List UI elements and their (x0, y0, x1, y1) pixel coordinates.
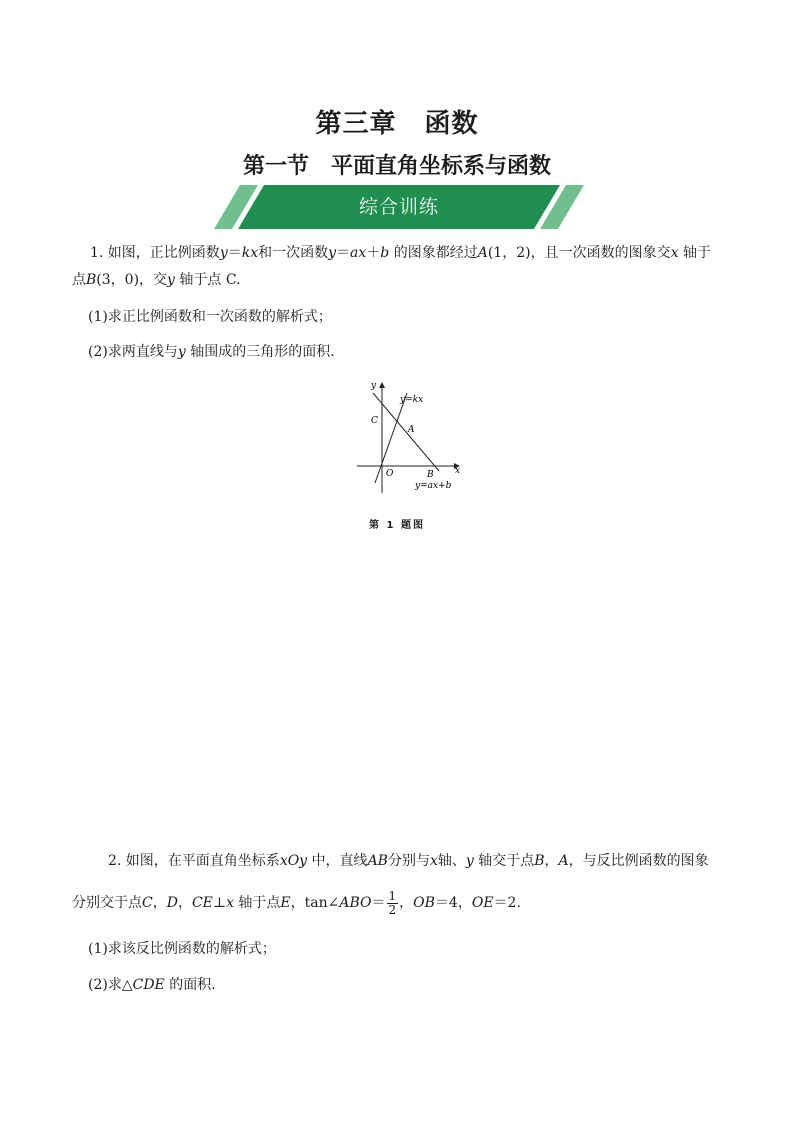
fraction-one-half: $\frac{1}{2}$ (388, 888, 397, 917)
axis-x-label: x (455, 466, 461, 476)
problem2-question2: (2)求△CDE 的面积． (88, 977, 226, 993)
problem2-line2: 分别交于点C，D，CE⊥x 轴于点E，tan∠ABO＝ $\frac{1}{2}$ ，OB＝4，OE＝2. (72, 888, 521, 917)
problem2-line1: 2. 如图，在平面直角坐标系xOy 中，直线AB分别与x轴、y 轴交于点B，A，与反比例函数的图象 (108, 853, 709, 869)
figure1-caption: 第 1 题图 (369, 520, 425, 531)
axis-y-label: y (371, 381, 377, 391)
section-number: 第一节 (242, 154, 309, 179)
point-c-label: C (371, 416, 378, 426)
problem1-figure (355, 377, 465, 495)
problem1-question2: (2)求两直线与y 轴围成的三角形的面积． (88, 344, 345, 360)
point-b-label: B (427, 470, 434, 480)
line-label-kx: y=kx (400, 395, 424, 405)
problem2-question1: (1)求该反比例函数的解析式； (88, 941, 276, 957)
chapter-heading (0, 103, 794, 140)
section-title: 平面直角坐标系与函数 (331, 154, 552, 179)
point-a-label: A (408, 425, 415, 435)
problem1-line2: 点B(3，0)，交y 轴于点 C. (72, 272, 241, 288)
line-label-axb: y=ax+b (415, 481, 452, 491)
chapter-number: 第三章 (315, 109, 397, 139)
problem1-line1: 1. 如图，正比例函数y＝kx和一次函数y＝ax＋b 的图象都经过A(1，2)，且一次函数的图象交x 轴于 (90, 245, 711, 261)
problem1-question1: (1)求正比例函数和一次函数的解析式； (88, 309, 332, 325)
section-heading (0, 149, 794, 180)
chapter-title: 函数 (424, 109, 479, 139)
banner-label: 综合训练 (358, 196, 439, 218)
origin-label: O (386, 469, 394, 479)
